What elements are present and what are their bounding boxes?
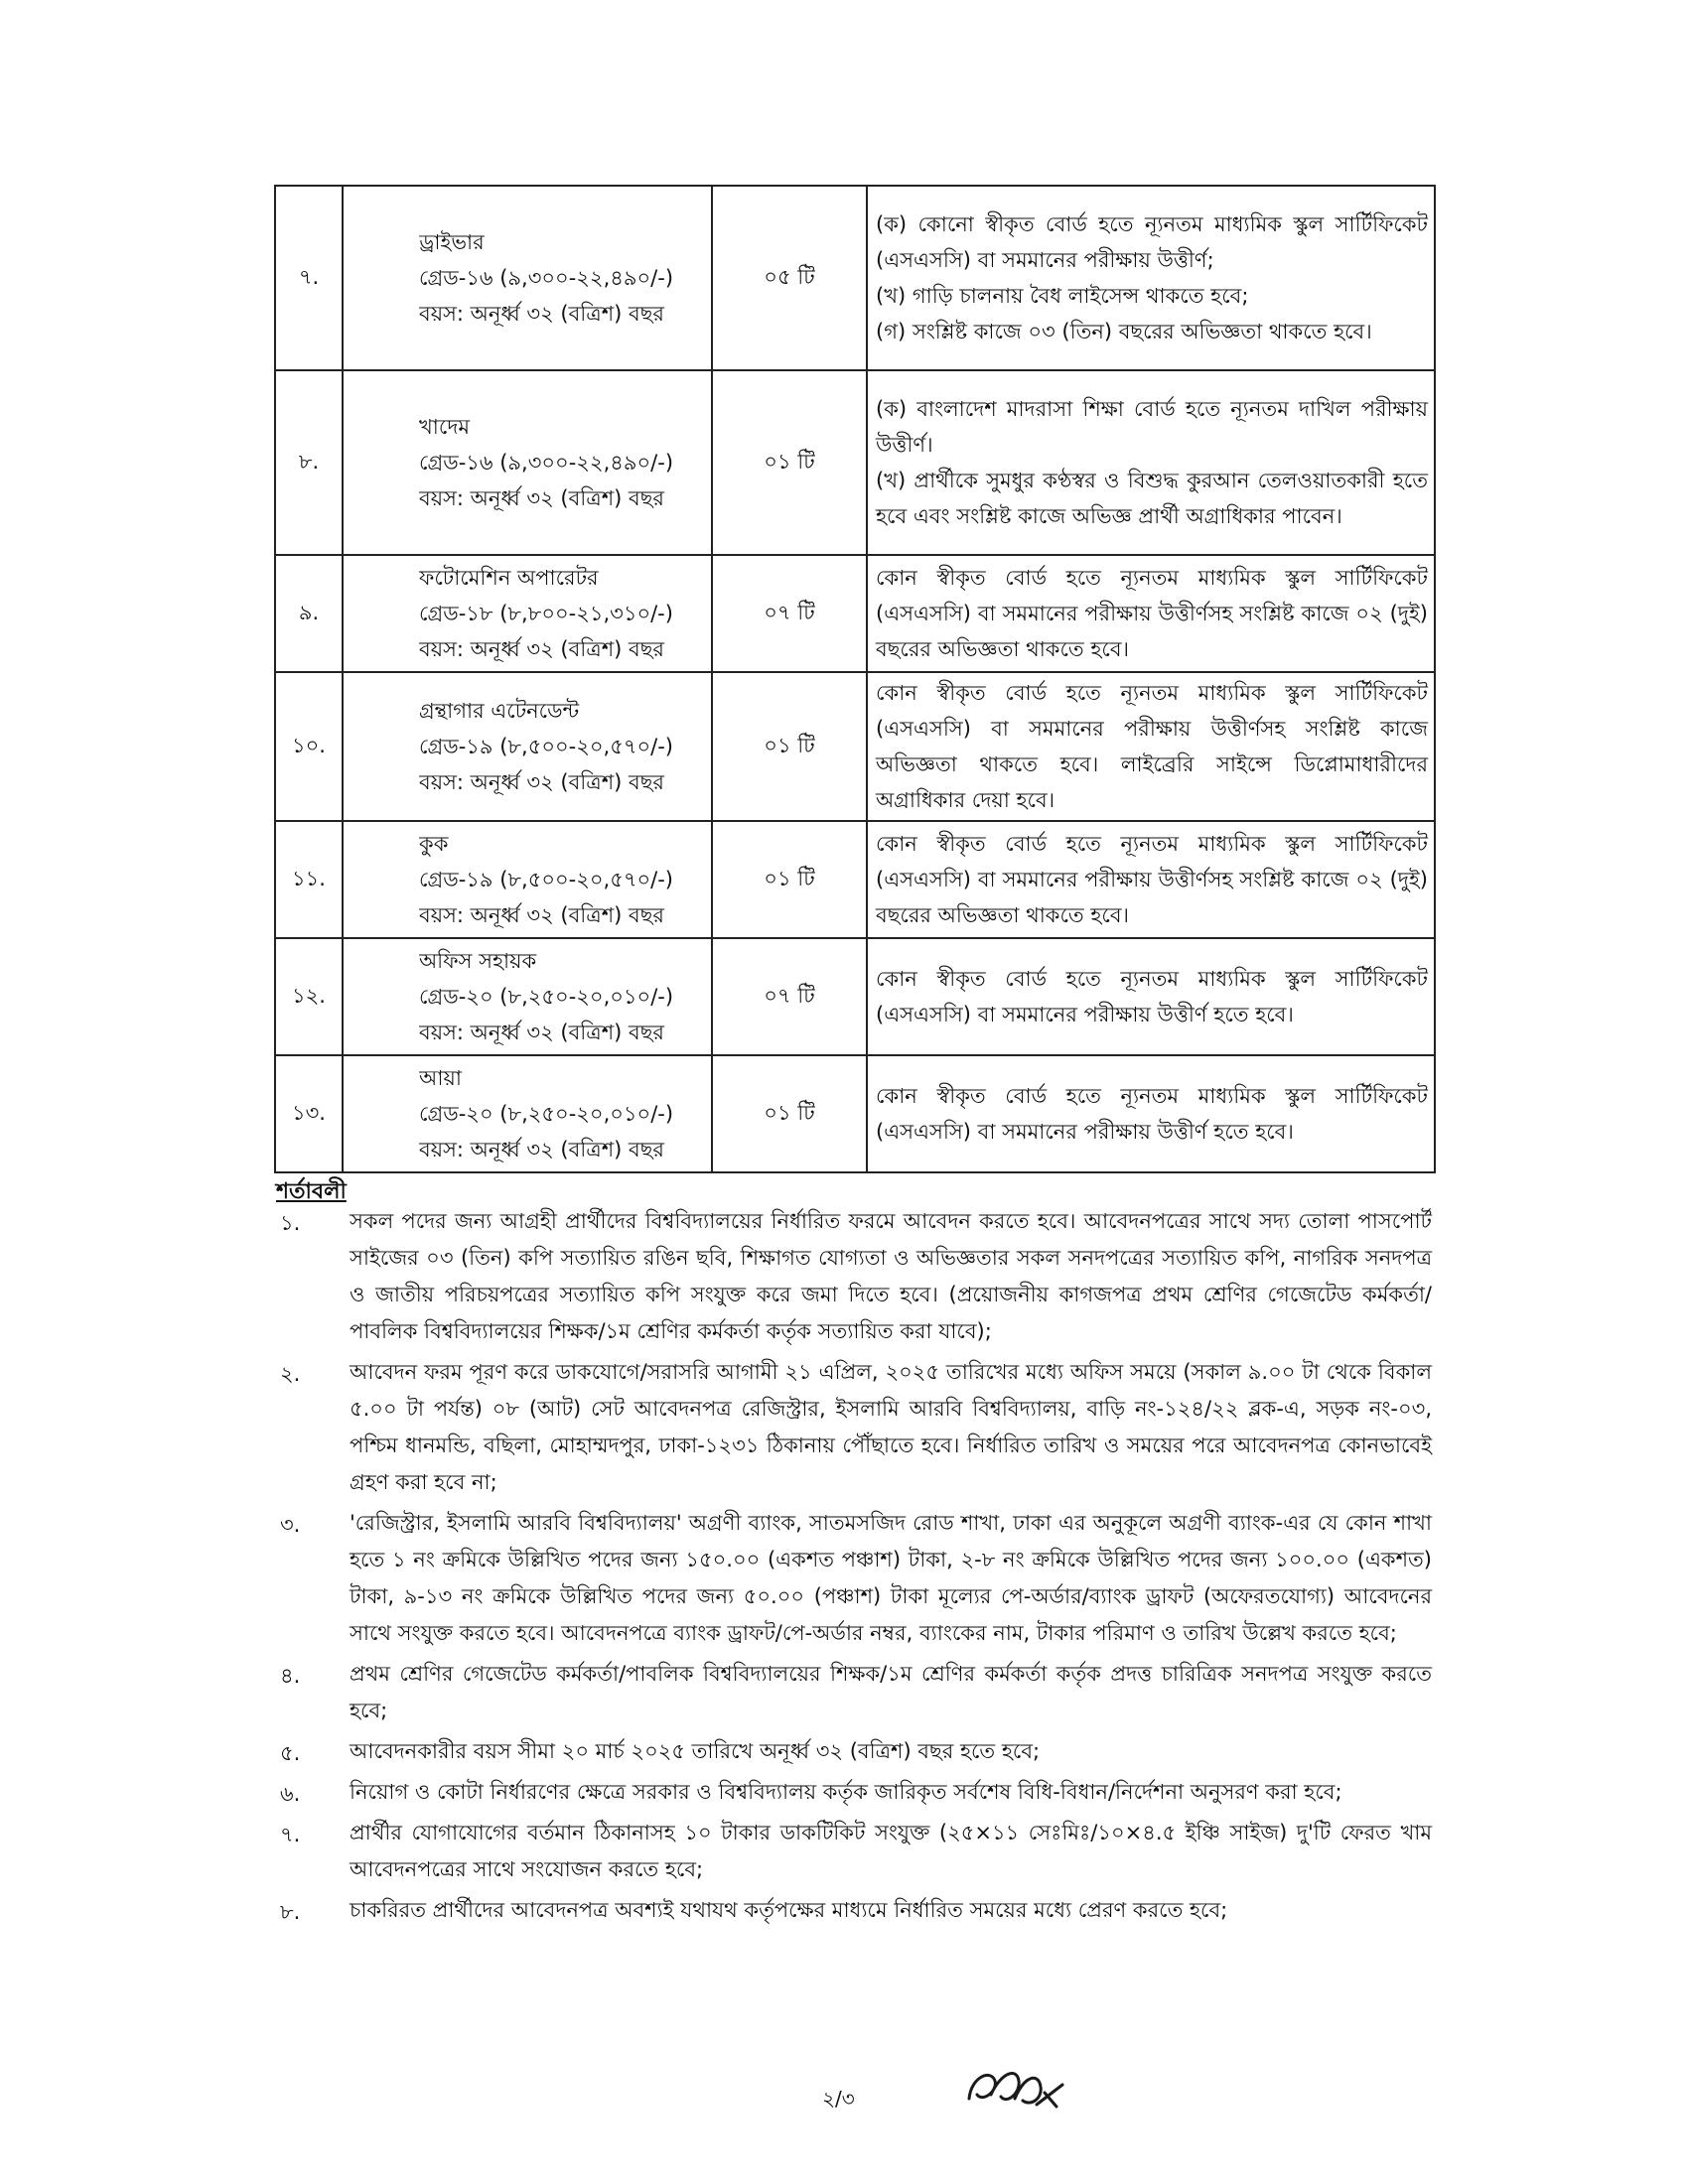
requirement: কোন স্বীকৃত বোর্ড হতে ন্যূনতম মাধ্যমিক স্কুল সার্টিফিকেট (এসএসসি) বা সমমানের পরীক্ষায় উত্তীর্ণসহ সংশ্লিষ্ট কাজে ০২ (দুই) বছরের অভিজ্ঞতা থাকতে হবে।	[876, 832, 1428, 927]
post-grade: গ্রেড-১৯ (৮,৫০০-২০,৫৭০/-)	[419, 868, 673, 891]
posts-table	[274, 185, 1436, 1173]
term-number: ৩.	[280, 1513, 301, 1537]
signature-icon	[961, 2055, 1070, 2116]
list-item	[274, 1505, 1432, 1652]
page-number: ২/৩	[822, 2087, 855, 2111]
table-row	[275, 938, 1435, 1055]
post-cell	[343, 938, 712, 1055]
post-name: কুক	[419, 832, 449, 856]
term-number: ৫.	[280, 1741, 301, 1765]
list-item	[274, 1815, 1432, 1888]
requirement: (গ) সংশ্লিষ্ট কাজে ০৩ (তিন) বছরের অভিজ্ঞতা থাকতে হবে।	[876, 320, 1372, 343]
term-text: আবেদনকারীর বয়স সীমা ২০ মার্চ ২০২৫ তারিখে অনূর্ধ্ব ৩২ (বত্রিশ) বছর হতে হবে;	[350, 1739, 1041, 1763]
post-cell	[343, 821, 712, 938]
term-text: 'রেজিস্ট্রার, ইসলামি আরবি বিশ্ববিদ্যালয়' অগ্রণী ব্যাংক, সাতমসজিদ রোড শাখা, ঢাকা এর অনুকূলে অগ্রণী ব্যাংক-এর যে কোন শাখা হতে ১ নং ক্রমিকে উল্লিখিত পদের জন্য ১৫০.০০ (একশত পঞ্চাশ) টাকা, ২-৮ নং ক্রমিকে উল্লিখিত পদের জন্য ১০০.০০ (একশত) টাকা, ৯-১৩ নং ক্রমিকে উল্লিখিত পদের জন্য ৫০.০০ (পঞ্চাশ) টাকা মূল্যের পে-অর্ডার/ব্যাংক ড্রাফট (অফেরতযোগ্য) আবেদনের সাথে সংযুক্ত করতে হবে। আবেদনপত্রে ব্যাংক ড্রাফট/পে-অর্ডার নম্বর, ব্যাংকের নাম, টাকার পরিমাণ ও তারিখ উল্লেখ করতে হবে;	[350, 1511, 1432, 1645]
requirements-cell	[867, 555, 1435, 672]
term-text: আবেদন ফরম পূরণ করে ডাকযোগে/সরাসরি আগামী ২১ এপ্রিল, ২০২৫ তারিখের মধ্যে অফিস সময়ে (সকাল ৯.০০ টা থেকে বিকাল ৫.০০ টা পর্যন্ত) ০৮ (আট) সেট আবেদনপত্র রেজিস্ট্রার, ইসলামি আরবি বিশ্ববিদ্যালয়, বাড়ি নং-১২৪/২২ ব্লক-এ, সড়ক নং-০৩, পশ্চিম ধানমন্ডি, বছিলা, মোহাম্মদপুর, ঢাকা-১২৩১ ঠিকানায় পৌঁছাতে হবে। নির্ধারিত তারিখ ও সময়ের পরে আবেদনপত্র কোনভাবেই গ্রহণ করা হবে না;	[350, 1360, 1432, 1494]
post-cell	[343, 672, 712, 821]
post-name: ফটোমেশিন অপারেটর	[419, 566, 599, 590]
serial-cell: ৯.	[275, 555, 343, 672]
table-row	[275, 821, 1435, 938]
requirement: (খ) গাড়ি চালনায় বৈধ লাইসেন্স থাকতে হবে;	[876, 284, 1249, 308]
post-grade: গ্রেড-১৯ (৮,৫০০-২০,৫৭০/-)	[419, 735, 673, 758]
post-grade: গ্রেড-১৬ (৯,৩০০-২২,৪৯০/-)	[419, 266, 674, 290]
term-number: ৪.	[280, 1664, 301, 1688]
table-row	[275, 672, 1435, 821]
requirement: কোন স্বীকৃত বোর্ড হতে ন্যূনতম মাধ্যমিক স্কুল সার্টিফিকেট (এসএসসি) বা সমমানের পরীক্ষায় উত্তীর্ণ হতে হবে।	[876, 967, 1428, 1026]
term-number: ১.	[280, 1211, 301, 1235]
requirement: (ক) বাংলাদেশ মাদরাসা শিক্ষা বোর্ড হতে ন্যূনতম দাখিল পরীক্ষায় উত্তীর্ণ।	[876, 397, 1428, 457]
serial-cell: ১০.	[275, 672, 343, 821]
term-text: সকল পদের জন্য আগ্রহী প্রার্থীদের বিশ্ববিদ্যালয়ের নির্ধারিত ফরমে আবেদন করতে হবে। আবেদনপত্রের সাথে সদ্য তোলা পাসপোর্ট সাইজের ০৩ (তিন) কপি সত্যায়িত রঙিন ছবি, শিক্ষাগত যোগ্যতা ও অভিজ্ঞতার সকল সনদপত্রের সত্যায়িত কপি, নাগরিক সনদপত্র ও জাতীয় পরিচয়পত্রের সত্যায়িত কপি সংযুক্ত করে জমা দিতে হবে। (প্রয়োজনীয় কাগজপত্র প্রথম শ্রেণির গেজেটেড কর্মকর্তা/পাবলিক বিশ্ববিদ্যালয়ের শিক্ষক/১ম শ্রেণির কর্মকর্তা কর্তৃক সত্যায়িত করা যাবে);	[350, 1209, 1432, 1343]
post-name: খাদেম	[419, 415, 471, 439]
serial-cell: ৭.	[275, 186, 343, 370]
term-number: ২.	[280, 1362, 301, 1386]
post-age: বয়স: অনূর্ধ্ব ৩২ (বত্রিশ) বছর	[419, 302, 664, 326]
serial-cell: ১২.	[275, 938, 343, 1055]
post-name: গ্রন্থাগার এটেনডেন্ট	[419, 699, 580, 723]
requirements-cell	[867, 821, 1435, 938]
serial-cell: ১১.	[275, 821, 343, 938]
post-name: আয়া	[419, 1066, 462, 1090]
requirement: কোন স্বীকৃত বোর্ড হতে ন্যূনতম মাধ্যমিক স্কুল সার্টিফিকেট (এসএসসি) বা সমমানের পরীক্ষায় উত্তীর্ণসহ সংশ্লিষ্ট কাজে অভিজ্ঞতা থাকতে হবে। লাইব্রেরি সাইন্সে ডিপ্লোমাধারীদের অগ্রাধিকার দেয়া হবে।	[876, 681, 1428, 812]
post-count: ০৫ টি	[712, 186, 867, 370]
list-item	[274, 1733, 1432, 1770]
post-grade: গ্রেড-১৬ (৯,৩০০-২২,৪৯০/-)	[419, 451, 674, 475]
post-age: বয়স: অনূর্ধ্ব ৩২ (বত্রিশ) বছর	[419, 637, 664, 661]
requirements-cell	[867, 672, 1435, 821]
post-age: বয়স: অনূর্ধ্ব ৩২ (বত্রিশ) বছর	[419, 486, 664, 510]
post-age: বয়স: অনূর্ধ্ব ৩২ (বত্রিশ) বছর	[419, 1138, 664, 1161]
post-count: ০১ টি	[712, 821, 867, 938]
post-cell	[343, 1055, 712, 1172]
post-name: অফিস সহায়ক	[419, 949, 537, 973]
serial-cell: ৮.	[275, 370, 343, 555]
term-text: প্রথম শ্রেণির গেজেটেড কর্মকর্তা/পাবলিক বিশ্ববিদ্যালয়ের শিক্ষক/১ম শ্রেণির কর্মকর্তা কর্তৃক প্রদত্ত চারিত্রিক সনদপত্র সংযুক্ত করতে হবে;	[350, 1662, 1432, 1722]
term-number: ৭.	[280, 1823, 301, 1846]
post-count: ০১ টি	[712, 672, 867, 821]
term-text: চাকরিরত প্রার্থীদের আবেদনপত্র অবশ্যই যথাযথ কর্তৃপক্ষের মাধ্যমে নির্ধারিত সময়ের মধ্যে প্রেরণ করতে হবে;	[350, 1898, 1228, 1922]
post-count: ০১ টি	[712, 370, 867, 555]
post-count: ০৭ টি	[712, 938, 867, 1055]
terms-list	[274, 1203, 1432, 1933]
post-count: ০১ টি	[712, 1055, 867, 1172]
table-row	[275, 555, 1435, 672]
term-text: নিয়োগ ও কোটা নির্ধারণের ক্ষেত্রে সরকার ও বিশ্ববিদ্যালয় কর্তৃক জারিকৃত সর্বশেষ বিধি-বিধান/নির্দেশনা অনুসরণ করা হবে;	[350, 1780, 1342, 1804]
terms-heading: শর্তাবলী	[276, 1179, 347, 1204]
post-cell	[343, 186, 712, 370]
requirements-cell	[867, 1055, 1435, 1172]
post-age: বয়স: অনূর্ধ্ব ৩২ (বত্রিশ) বছর	[419, 770, 664, 794]
term-number: ৬.	[280, 1782, 301, 1806]
list-item	[274, 1203, 1432, 1350]
post-name: ড্রাইভার	[419, 230, 485, 254]
list-item	[274, 1774, 1432, 1811]
post-age: বয়স: অনূর্ধ্ব ৩২ (বত্রিশ) বছর	[419, 1021, 664, 1044]
post-grade: গ্রেড-১৮ (৮,৮০০-২১,৩১০/-)	[419, 602, 673, 625]
post-grade: গ্রেড-২০ (৮,২৫০-২০,০১০/-)	[419, 985, 674, 1009]
post-cell	[343, 370, 712, 555]
list-item	[274, 1354, 1432, 1501]
requirement: কোন স্বীকৃত বোর্ড হতে ন্যূনতম মাধ্যমিক স্কুল সার্টিফিকেট (এসএসসি) বা সমমানের পরীক্ষায় উত্তীর্ণসহ সংশ্লিষ্ট কাজে ০২ (দুই) বছরের অভিজ্ঞতা থাকতে হবে।	[876, 566, 1428, 661]
serial-cell: ১৩.	[275, 1055, 343, 1172]
list-item	[274, 1656, 1432, 1729]
table-row	[275, 186, 1435, 370]
table-row	[275, 370, 1435, 555]
requirements-cell	[867, 938, 1435, 1055]
requirements-cell	[867, 370, 1435, 555]
term-number: ৮.	[280, 1900, 301, 1924]
list-item	[274, 1892, 1432, 1929]
requirement: (খ) প্রার্থীকে সুমধুর কণ্ঠস্বর ও বিশুদ্ধ কুরআন তেলওয়াতকারী হতে হবে এবং সংশ্লিষ্ট কাজে অভিজ্ঞ প্রার্থী অগ্রাধিকার পাবেন।	[876, 469, 1428, 528]
table-row	[275, 1055, 1435, 1172]
requirement: কোন স্বীকৃত বোর্ড হতে ন্যূনতম মাধ্যমিক স্কুল সার্টিফিকেট (এসএসসি) বা সমমানের পরীক্ষায় উত্তীর্ণ হতে হবে।	[876, 1084, 1428, 1144]
post-count: ০৭ টি	[712, 555, 867, 672]
post-cell	[343, 555, 712, 672]
requirement: (ক) কোনো স্বীকৃত বোর্ড হতে ন্যূনতম মাধ্যমিক স্কুল সার্টিফিকেট (এসএসসি) বা সমমানের পরীক্ষায় উত্তীর্ণ;	[876, 212, 1428, 272]
post-grade: গ্রেড-২০ (৮,২৫০-২০,০১০/-)	[419, 1102, 674, 1126]
post-age: বয়স: অনূর্ধ্ব ৩২ (বত্রিশ) বছর	[419, 903, 664, 927]
requirements-cell	[867, 186, 1435, 370]
term-text: প্রার্থীর যোগাযোগের বর্তমান ঠিকানাসহ ১০ টাকার ডাকটিকিট সংযুক্ত (২৫×১১ সেঃমিঃ/১০×৪.৫ ইঞ্চি সাইজ) দু'টি ফেরত খাম আবেদনপত্রের সাথে সংযোজন করতে হবে;	[350, 1821, 1432, 1881]
